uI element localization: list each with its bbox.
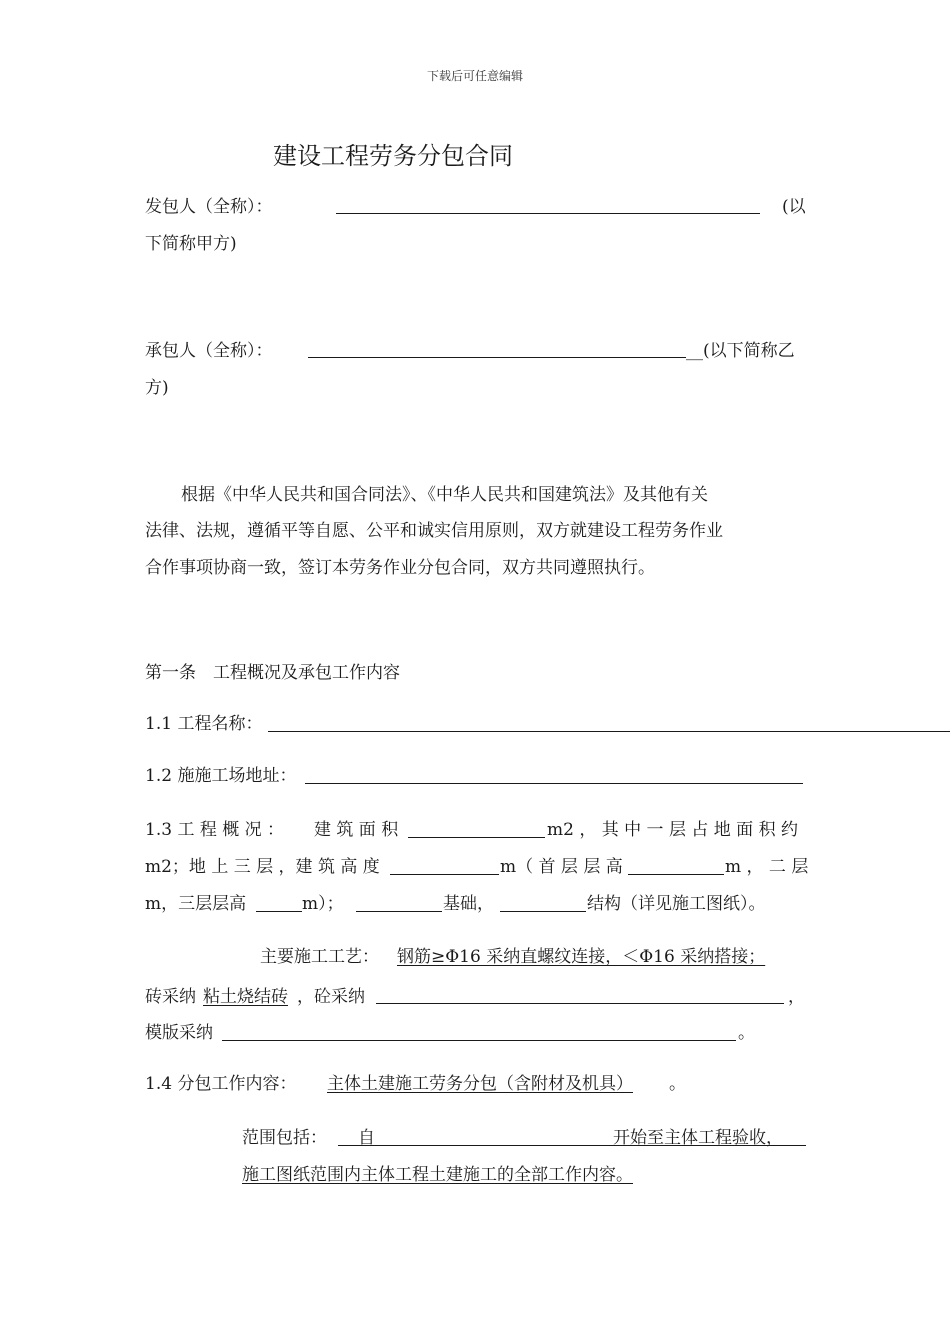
site-address-blank xyxy=(305,783,803,784)
preamble-line-1: 根据《中华人民共和国合同法》、《中华人民共和国建筑法》及其他有关 xyxy=(181,485,708,505)
document-title: 建设工程劳务分包合同 xyxy=(273,142,513,170)
third-floor-height-blank xyxy=(256,911,302,912)
second-floor-label: m ， 二 层 xyxy=(725,857,809,877)
preamble-line-2: 法律、法规，遵循平等自愿、公平和诚实信用原则，双方就建设工程劳务作业 xyxy=(145,521,723,541)
section-1-4-label: 1.4 分包工作内容： xyxy=(145,1074,297,1094)
ground-floor-area-text: m2 ， 其 中 一 层 占 地 面 积 约 xyxy=(547,820,798,840)
party-a-suffix-cont: 下简称甲方) xyxy=(145,234,237,254)
building-area-blank xyxy=(408,837,545,838)
project-name-blank xyxy=(268,731,950,732)
scope-from: 自 xyxy=(358,1128,375,1148)
party-b-suffix-cont: 方) xyxy=(145,378,169,398)
concrete-label: ，砼采纳 xyxy=(297,987,365,1007)
subcontract-scope-value: 主体土建施工劳务分包（含附材及机具） xyxy=(327,1074,633,1094)
party-b-blank xyxy=(308,357,686,358)
rebar-method: 钢筋≥Φ16 采纳直螺纹连接，＜Φ16 采纳搭接； xyxy=(397,947,766,967)
formwork-period: 。 xyxy=(738,1023,755,1043)
scope-line-2: 施工图纸范围内主体工程土建施工的全部工作内容。 xyxy=(242,1165,633,1185)
brick-type: 粘土烧结砖 xyxy=(203,987,288,1007)
third-floor-height-label: m，三层层高 xyxy=(145,894,247,914)
article-1-heading: 第一条 工程概况及承包工作内容 xyxy=(145,663,400,683)
process-label: 主要施工工艺： xyxy=(260,947,379,967)
foundation-label: 基础， xyxy=(443,894,494,914)
brick-prefix: 砖采纳 xyxy=(145,987,196,1007)
building-area-label: 建 筑 面 积 xyxy=(314,820,399,840)
third-floor-unit: m）； xyxy=(302,894,344,914)
structure-label: 结构（详见施工图纸）。 xyxy=(587,894,766,914)
scope-label: 范围包括： xyxy=(242,1128,327,1148)
page-header-note: 下载后可任意编辑 xyxy=(426,69,523,83)
preamble-line-3: 合作事项协商一致，签订本劳务作业分包合同，双方共同遵照执行。 xyxy=(145,558,655,578)
first-floor-height-blank xyxy=(628,874,724,875)
section-1-2-label: 1.2 施施工场地址： xyxy=(145,766,297,786)
subcontract-scope-period: 。 xyxy=(669,1074,686,1094)
building-height-blank xyxy=(390,874,499,875)
scope-to: 开始至主体工程验收， xyxy=(613,1128,783,1148)
party-b-tail: __(以下简称乙 xyxy=(686,341,795,361)
formwork-blank xyxy=(222,1040,736,1041)
section-1-1-label: 1.1 工程名称： xyxy=(145,714,263,734)
structure-type-blank xyxy=(500,911,586,912)
formwork-label: 模版采纳 xyxy=(145,1023,213,1043)
first-floor-height-label: m（ 首 层 层 高 xyxy=(500,857,623,877)
party-a-suffix: (以 xyxy=(782,197,806,217)
party-a-label: 发包人（全称）： xyxy=(145,197,273,217)
building-height-label: m2；地 上 三 层 ，建 筑 高 度 xyxy=(145,857,380,877)
concrete-comma: ， xyxy=(788,987,805,1007)
section-1-3-label: 1.3 工 程 概 况 ： xyxy=(145,820,285,840)
foundation-type-blank xyxy=(356,911,442,912)
party-b-label: 承包人（全称）： xyxy=(145,341,273,361)
party-a-blank xyxy=(336,213,760,214)
concrete-blank xyxy=(376,1003,784,1004)
